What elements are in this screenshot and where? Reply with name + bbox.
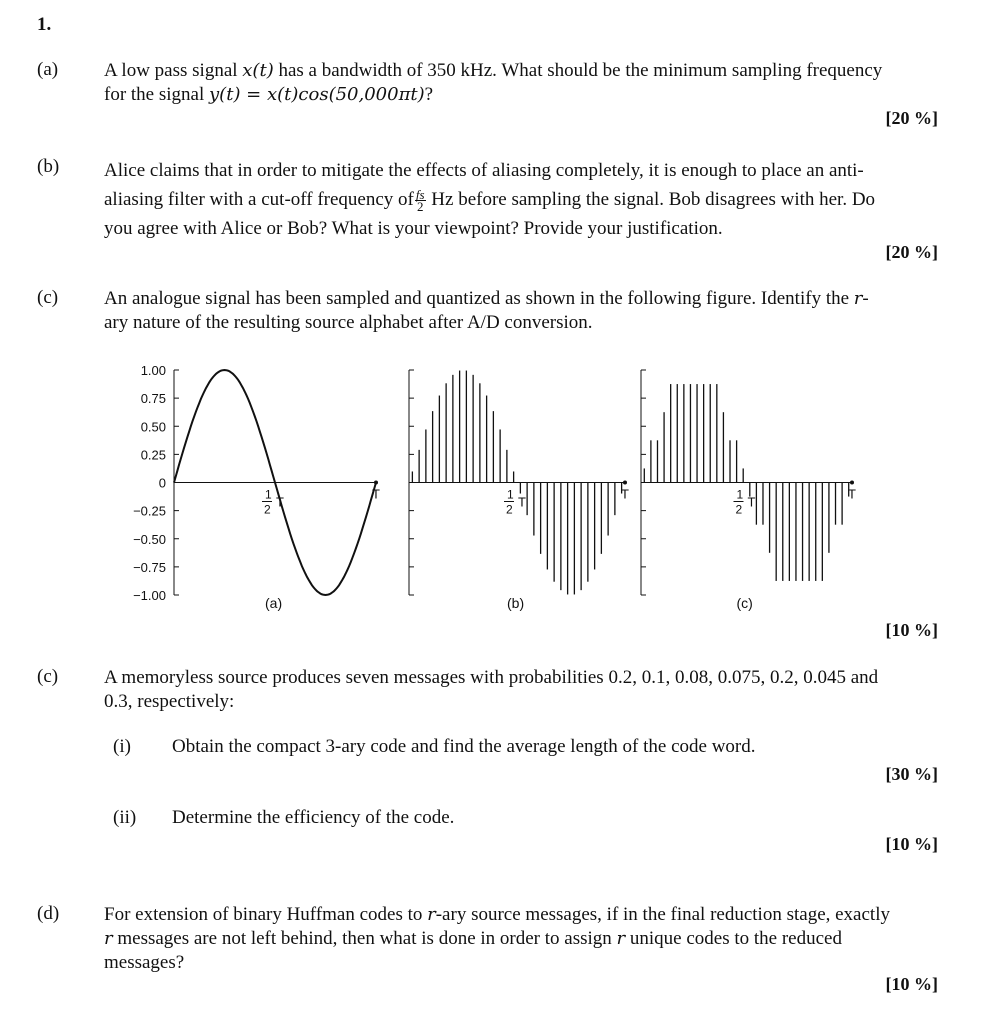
fs-over-2-fraction: $\frac{fs}{2}$ — [415, 187, 425, 215]
part-b-text: Alice claims that in order to mitigate the effects of aliasing completely, it is enough to place an anti- aliasing filter with a cut-off frequency of $\frac{fs}{2}$ Hz before sampling the signal. Bob disagrees with her. Do you agree with Alice or Bob? What is your viewpoint? Provide your justification. — [104, 160, 876, 239]
sub-i-text: Obtain the compact 3-ary code and find the average length of the code word. — [172, 736, 756, 757]
part-c-text: An analogue signal has been sampled and quantized as shown in the following figure. Identify the r- ary nature of the resulting source alphabet after A/D conversion. — [104, 288, 869, 333]
sub-ii-label: (ii) — [113, 807, 137, 828]
panel-c-axis-end-dot — [850, 481, 854, 485]
panel-a-y-tick-label: 0.25 — [140, 447, 166, 463]
sub-i-label: (i) — [113, 736, 131, 757]
panel-b-end-T-label: T — [621, 486, 629, 502]
panel-a-label: (a) — [265, 595, 283, 611]
panel-c-label: (c) — [736, 595, 753, 611]
y-expression: y(t) = x(t)cos(50,000πt) — [209, 84, 425, 105]
panel-c-half-denominator: 2 — [735, 502, 743, 517]
panel-b-label: (b) — [507, 595, 525, 611]
panel-c-end-T-label: T — [848, 486, 856, 502]
panel-a-y-tick-label: −0.25 — [133, 503, 166, 519]
panel-b-half-T-label: T — [518, 494, 526, 510]
part-c-marks: [10 %] — [885, 620, 938, 640]
panel-b-axis-end-dot — [623, 481, 627, 485]
panel-a-half-numerator: 1 — [265, 487, 272, 502]
panel-a-y-tick-label: 0 — [158, 475, 166, 491]
panel-a-y-tick-label: 1.00 — [140, 363, 166, 378]
part-a-marks: [20 %] — [885, 108, 938, 128]
sub-ii-text: Determine the efficiency of the code. — [172, 807, 455, 828]
panel-c-half-numerator: 1 — [736, 487, 744, 502]
panel-a-y-tick-label: −0.50 — [133, 531, 166, 547]
question-number: 1. — [37, 14, 52, 35]
part-d-marks: [10 %] — [885, 974, 938, 994]
part-b-label: (b) — [37, 156, 60, 177]
sub-ii-marks: [10 %] — [885, 834, 938, 854]
part-c2-text: A memoryless source produces seven messages with probabilities 0.2, 0.1, 0.08, 0.075, 0.2, 0.045 and 0.3, respectively: — [104, 667, 879, 712]
panel-a-half-T-label: T — [276, 494, 284, 510]
panel-c-half-T-label: T — [747, 494, 756, 510]
panel-a-y-tick-label: 0.50 — [140, 419, 166, 435]
part-c-label: (c) — [37, 287, 59, 308]
panel-a-half-denominator: 2 — [264, 502, 271, 517]
part-a-text: A low pass signal x(t) has a bandwidth of 350 kHz. What should be the minimum sampling frequency for the signal y(t) = x(t)cos(50,000πt)? — [104, 60, 883, 105]
panel-b-half-denominator: 2 — [506, 502, 513, 517]
panel-a-end-T-label: T — [372, 486, 380, 502]
part-c2-label: (c) — [37, 666, 59, 687]
panel-a-y-tick-label: −0.75 — [133, 559, 166, 575]
part-a-label: (a) — [37, 59, 59, 80]
sub-i-marks: [30 %] — [885, 764, 938, 784]
part-b-marks: [20 %] — [885, 242, 938, 262]
panel-a-y-tick-label: −1.00 — [133, 588, 166, 603]
panel-b-half-numerator: 1 — [507, 487, 514, 502]
part-d-text: For extension of binary Huffman codes to r-ary source messages, if in the final reduction stage, exactly r messages are not left behind, then what is done in order to assign r unique codes to the reduced messages? — [104, 904, 890, 973]
sampling-quantization-figure — [100, 350, 880, 620]
x-of-t-symbol: x(t) — [242, 60, 274, 81]
part-d-label: (d) — [37, 903, 60, 924]
panel-a-y-tick-label: 0.75 — [140, 391, 166, 407]
